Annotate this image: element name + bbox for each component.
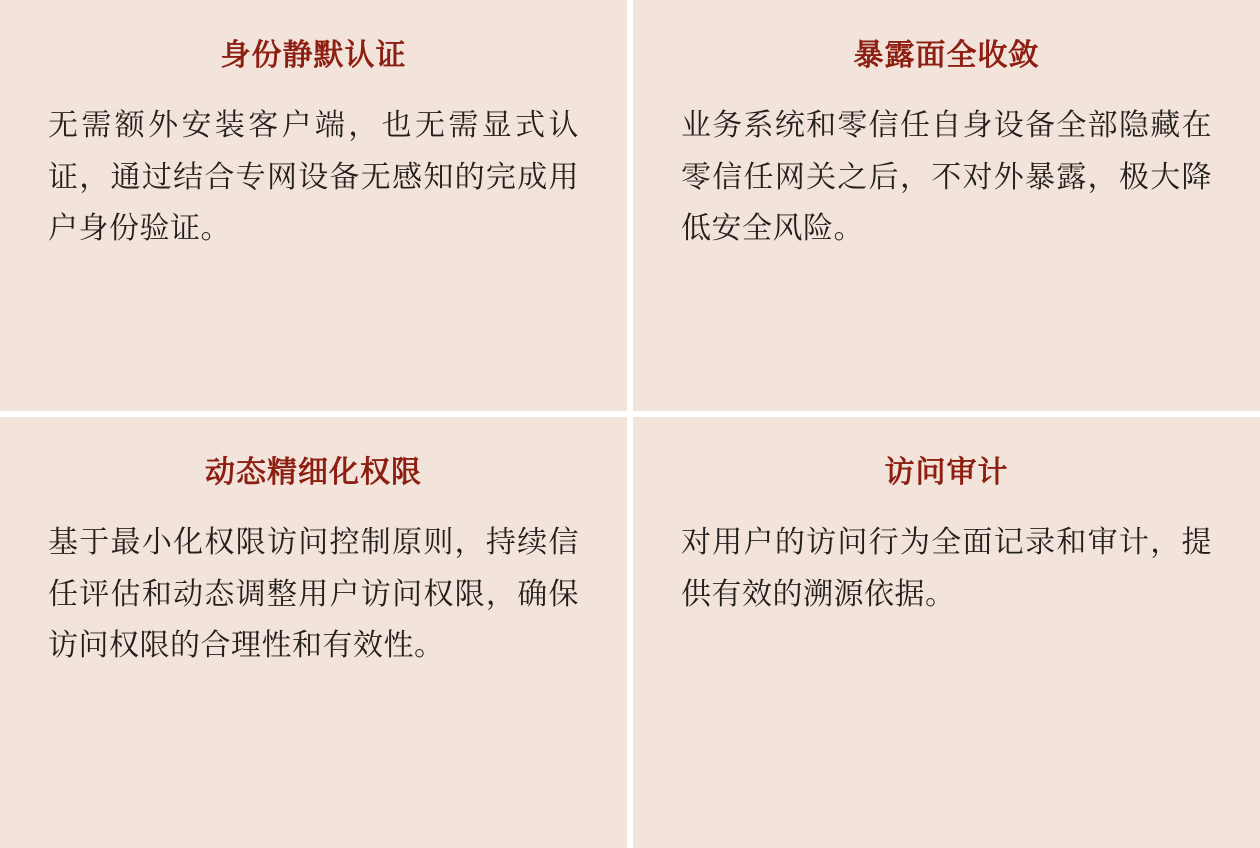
card-body: 业务系统和零信任自身设备全部隐藏在零信任网关之后，不对外暴露，极大降低安全风险。 [681,109,1212,246]
card-body: 对用户的访问行为全面记录和审计，提供有效的溯源依据。 [681,526,1212,611]
card-body: 基于最小化权限访问控制原则，持续信任评估和动态调整用户访问权限，确保访问权限的合理性和有效性。 [48,526,579,663]
feature-card-access-audit [633,417,1260,848]
card-title: 访问审计 [884,456,1009,489]
card-title: 动态精细化权限 [205,456,422,489]
card-title: 身份静默认证 [220,39,407,72]
card-body: 无需额外安装客户端，也无需显式认证，通过结合专网设备无感知的完成用户身份验证。 [48,109,579,246]
feature-card-dynamic-fine-grained-permission [0,417,627,848]
feature-card-attack-surface-reduction [633,0,1260,411]
card-title: 暴露面全收敛 [853,39,1040,72]
feature-card-identity-silent-auth [0,0,627,411]
